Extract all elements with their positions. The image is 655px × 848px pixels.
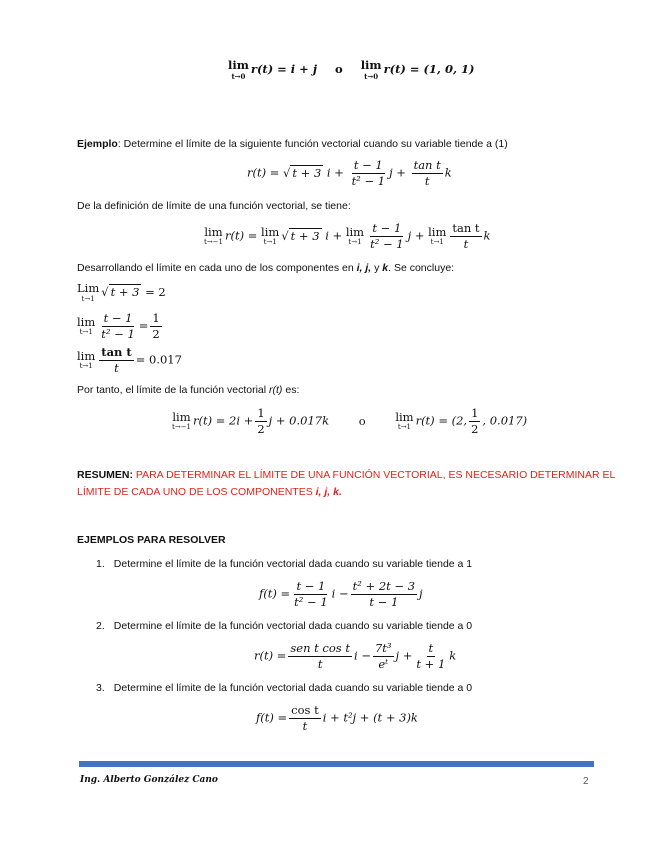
fraction: $\frac{\text{t² + 2t − 3}}{t - 1}$ xyxy=(352,579,416,610)
limit-operator: lim t→1 xyxy=(345,224,365,247)
fraction: $\frac{1}{2}$ xyxy=(471,406,479,437)
exercise-3: 3. Determine el límite de la función vectorial dada cuando su variable tiende a 0 xyxy=(96,682,473,694)
limit-operator: lim t→1 xyxy=(395,409,414,432)
limit-operator: Lim t→1 xyxy=(77,281,100,303)
limit-operator: lim t→1 xyxy=(77,314,96,337)
final-limit-equation: lim t→−1 r(t) = 2i + $\frac{1}{2}$ j + 0.017k o lim t→1 r(t) = (2, $\frac{1}{2}$ , 0.017) xyxy=(172,406,528,437)
footer-bar xyxy=(79,761,594,767)
sqrt-term: √ t + 3 xyxy=(281,228,320,243)
fraction: $\frac{\text{sen t cos t}}{t}$ xyxy=(290,641,350,672)
desarrollando-text: Desarrollando el límite en cada uno de los componentes en i, j, y k. Se concluye: xyxy=(77,262,455,274)
eq1-i: i + xyxy=(326,165,344,180)
top-limit-equation xyxy=(228,60,474,80)
result-j-component: lim t→1 $\frac{t - 1}{\text{t² − 1}}$ = $\frac{1}{2}$ xyxy=(77,311,160,342)
ejemplo-label: Ejemplo xyxy=(77,138,118,150)
eq2-r: r(t) = xyxy=(225,228,258,243)
exercise-1-equation: f(t) = $\frac{t - 1}{\text{t² − 1}}$ i − $\frac{\text{t² + 2t − 3}}{t - 1}$ j xyxy=(259,579,423,610)
fraction: $\frac{t - 1}{\text{t² − 1}}$ xyxy=(370,221,404,252)
fraction: $\frac{t - 1}{\text{t² − 1}}$ xyxy=(351,158,386,189)
fraction: $\frac{1}{2}$ xyxy=(152,311,160,342)
fraction: $\frac{\text{7t³}}{\text{eᵗ}}$ xyxy=(374,641,392,672)
ejemplo-paragraph xyxy=(77,138,508,150)
limit-operator: lim t→1 xyxy=(77,348,96,371)
eq1-lhs: r(t) = xyxy=(247,165,280,180)
exercise-2: 2. Determine el límite de la función vectorial dada cuando su variable tiende a 0 xyxy=(96,620,473,632)
sqrt-term: √ t + 3 xyxy=(101,284,140,299)
eq1-k: k xyxy=(444,165,452,180)
fraction: $\frac{\text{tan t}}{t}$ xyxy=(101,345,132,376)
definition-text: De la definición de límite de una función vectorial, se tiene: xyxy=(77,200,351,212)
footer-author: Ing. Alberto González Cano xyxy=(80,775,218,785)
portanto-text: Por tanto, el límite de la función vectorial r(t) es: xyxy=(77,384,300,396)
resumen-line-2: LÍMITE DE CADA UNO DE LOS COMPONENTES i, j, k. xyxy=(77,486,342,498)
vector-function-equation xyxy=(247,159,452,188)
limit-operator: lim t→1 xyxy=(261,224,280,247)
sqrt-term: √ t + 3 xyxy=(283,165,322,180)
fraction: $\frac{\text{tan t}}{t}$ xyxy=(452,221,480,252)
fraction: $\frac{1}{2}$ xyxy=(257,406,265,437)
result-k-component: lim t→1 $\frac{\text{tan t}}{t}$ = 0.017 xyxy=(77,345,182,376)
limit-operator: lim t→0 xyxy=(360,58,382,81)
fraction: $\frac{t}{t + 1}$ xyxy=(416,641,446,672)
fraction: $\frac{\text{cos t}}{t}$ xyxy=(291,703,319,734)
eq2-j: j + xyxy=(407,228,425,243)
fraction: $\frac{\text{tan t}}{t}$ xyxy=(413,158,441,189)
ejemplos-title: EJEMPLOS PARA RESOLVER xyxy=(77,534,226,546)
eq2-k: k xyxy=(483,228,491,243)
eq2-i: i + xyxy=(325,228,343,243)
fraction: $\frac{t - 1}{\text{t² − 1}}$ xyxy=(294,579,328,610)
top-eq-right: r(t) = (1, 0, 1) xyxy=(383,61,475,76)
page-number: 2 xyxy=(583,776,589,787)
top-eq-or: o xyxy=(335,61,343,76)
limit-operator: lim t→−1 xyxy=(172,409,191,432)
ejemplo-text: : Determine el límite de la siguiente función vectorial cuando su variable tiende a (1) xyxy=(117,138,508,150)
limit-operator: lim t→0 xyxy=(228,58,249,81)
limit-operator: lim t→1 xyxy=(428,224,447,247)
exercise-3-equation: f(t) = $\frac{\text{cos t}}{t}$ i + t²j + (t + 3)k xyxy=(256,703,418,734)
resumen-line-1: RESUMEN: PARA DETERMINAR EL LÍMITE DE UNA FUNCIÓN VECTORIAL, ES NECESARIO DETERMINAR EL xyxy=(77,469,616,481)
limit-operator: lim t→−1 xyxy=(204,224,223,247)
exercise-1: 1. Determine el límite de la función vectorial dada cuando su variable tiende a 1 xyxy=(96,558,473,570)
top-eq-left: r(t) = i + j xyxy=(250,61,317,76)
result-i-component: Lim t→1 √ t + 3 = 2 xyxy=(77,281,166,303)
exercise-2-equation: r(t) = $\frac{\text{sen t cos t}}{t}$ i − $\frac{\text{7t³}}{\text{eᵗ}}$ j + $\frac{t}{t + 1}$ k xyxy=(254,641,457,672)
eq1-j: j + xyxy=(389,165,406,180)
fraction: $\frac{t - 1}{\text{t² − 1}}$ xyxy=(101,311,135,342)
limit-expansion-equation xyxy=(204,222,491,251)
